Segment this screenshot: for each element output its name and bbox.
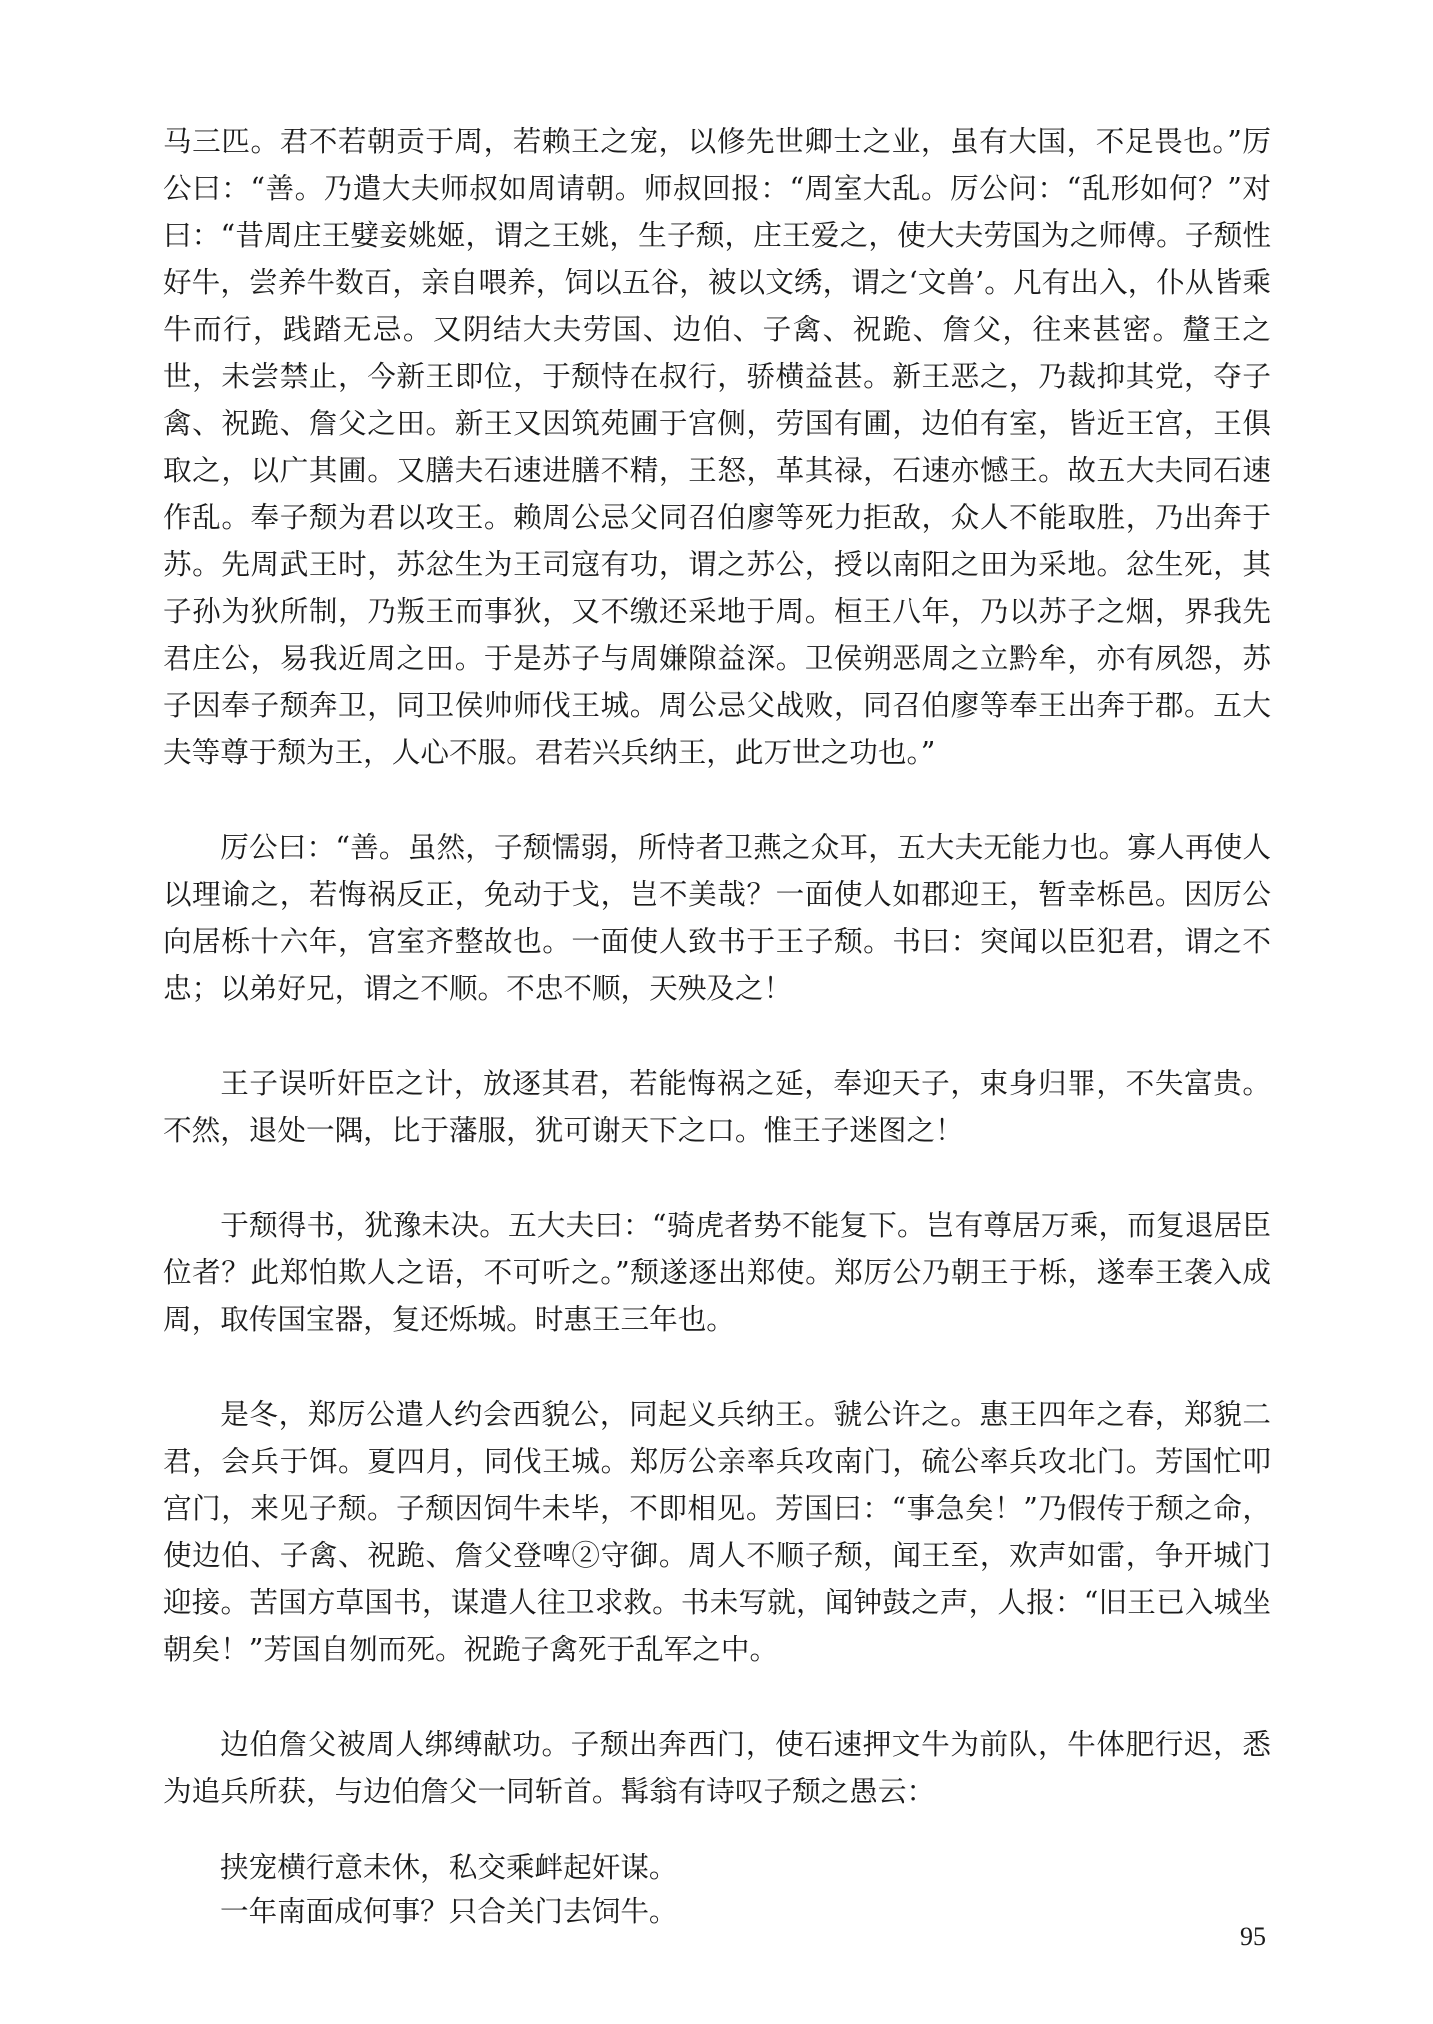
poem-line-1: 挟宠横行意未休，私交乘衅起奸谋。 <box>220 1850 678 1884</box>
paragraph-4: 于颓得书，犹豫未决。五大夫曰：“骑虎者势不能复下。岂有尊居万乘，而复退居臣位者？此郑怕欺人之语，不可听之。”颓遂逐出郑使。郑厉公乃朝王于栎，遂奉王袭入成周，取传国宝器，复还烁城。时惠王三年也。 <box>163 1208 1271 1336</box>
paragraph-1: 马三匹。君不若朝贡于周，若赖王之宠，以修先世卿士之业，虽有大国，不足畏也。”厉公曰：“善。乃遣大夫师叔如周请朝。师叔回报：“周室大乱。厉公问：“乱形如何？”对曰：“昔周庄王嬖妾姚姬，谓之王姚，生子颓，庄王爱之，使大夫劳国为之师傅。子颓性好牛，尝养牛数百，亲自喂养，饲以五谷，被以文绣，谓之‘文兽’。凡有出入，仆从皆乘牛而行，践踏无忌。又阴结大夫劳国、边伯、子禽、祝跪、詹父，往来甚密。釐王之世，未尝禁止，今新王即位，于颓恃在叔行，骄横益甚。新王恶之，乃裁抑其党，夺子禽、祝跪、詹父之田。新王又因筑苑圃于宫侧，劳国有圃，边伯有室，皆近王宫，王俱取之，以广其圃。又膳夫石速进膳不精，王怒，革其禄，石速亦憾王。故五大夫同石速作乱。奉子颓为君以攻王。赖周公忌父同召伯廖等死力拒敌，众人不能取胜，乃出奔于苏。先周武王时，苏忿生为王司寇有功，谓之苏公，授以南阳之田为采地。忿生死，其子孙为狄所制，乃叛王而事狄，又不缴还采地于周。桓王八年，乃以苏子之烟，界我先君庄公，易我近周之田。于是苏子与周嫌隙益深。卫侯朔恶周之立黔牟，亦有夙怨，苏子因奉子颓奔卫，同卫侯帅师伐王城。周公忌父战败，同召伯廖等奉王出奔于郡。五大夫等尊于颓为王，人心不服。君若兴兵纳王，此万世之功也。” <box>163 124 1271 769</box>
paragraph-3: 王子误听奸臣之计，放逐其君，若能悔祸之延，奉迎天子，束身归罪，不失富贵。不然，退处一隅，比于藩服，犹可谢天下之口。惟王子迷图之！ <box>163 1066 1271 1147</box>
paragraph-2: 厉公曰：“善。虽然，子颓懦弱，所恃者卫燕之众耳，五大夫无能力也。寡人再使人以理谕之，若悔祸反正，免动于戈，岂不美哉？一面使人如郡迎王，暂幸栎邑。因厉公向居栎十六年，宫室齐整故也。一面使人致书于王子颓。书曰：突闻以臣犯君，谓之不忠；以弟好兄，谓之不顺。不忠不顺，天殃及之！ <box>163 830 1271 1005</box>
page-body <box>163 118 1271 1933</box>
page-number: 95 <box>1240 1922 1266 1951</box>
poem <box>163 1845 1271 1933</box>
poem-line-2: 一年南面成何事？只合关门去饲牛。 <box>220 1894 678 1928</box>
paragraph-5: 是冬，郑厉公遣人约会西貌公，同起义兵纳王。虢公许之。惠王四年之春，郑貌二君，会兵于饵。夏四月，同伐王城。郑厉公亲率兵攻南门，硫公率兵攻北门。芳国忙叩宫门，来见子颓。子颓因饲牛未毕，不即相见。芳国曰：“事急矣！”乃假传于颓之命，使边伯、子禽、祝跪、詹父登啤②守御。周人不顺子颓，闻王至，欢声如雷，争开城门迎接。苦国方草国书，谋遣人往卫求救。书未写就，闻钟鼓之声，人报：“旧王已入城坐朝矣！”芳国自刎而死。祝跪子禽死于乱军之中。 <box>163 1397 1271 1666</box>
paragraph-6: 边伯詹父被周人绑缚献功。子颓出奔西门，使石速押文牛为前队，牛体肥行迟，悉为追兵所获，与边伯詹父一同斩首。髯翁有诗叹子颓之愚云： <box>163 1727 1271 1808</box>
